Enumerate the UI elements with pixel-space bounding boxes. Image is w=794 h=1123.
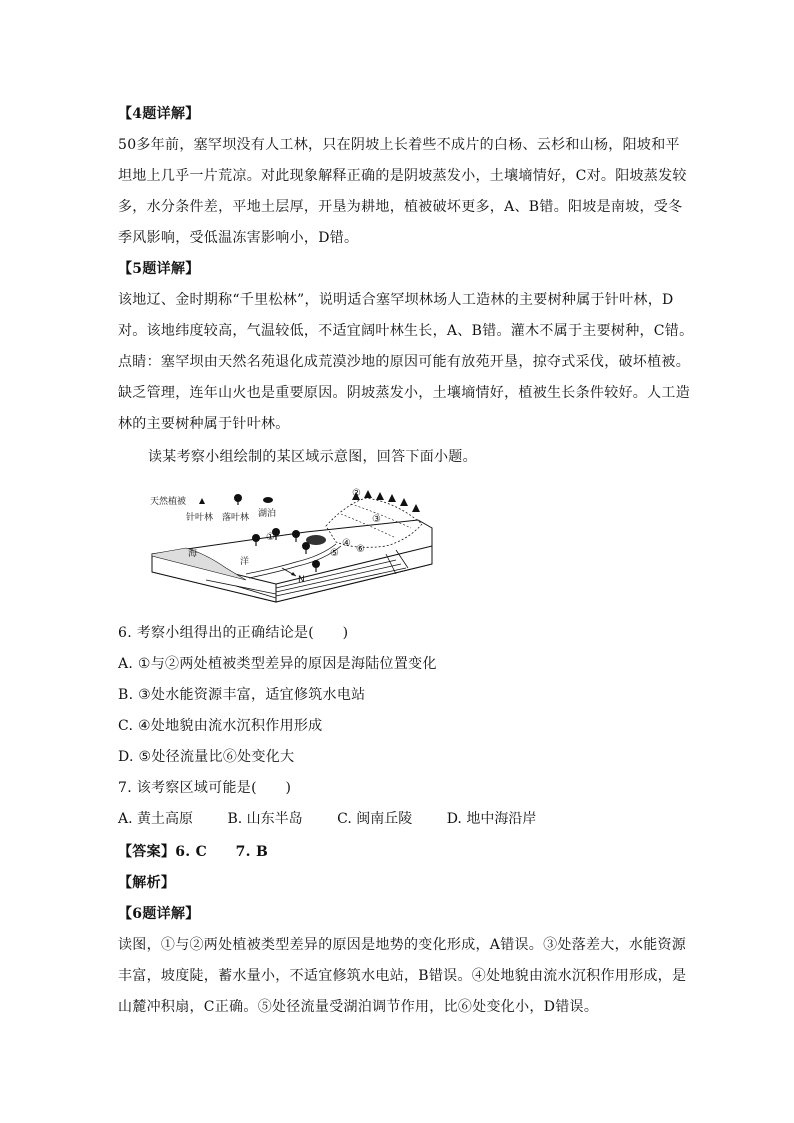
- q5-text-line: 对。该地纬度较高，气温较低，不适宜阔叶林生长，A、B错。灌木不属于主要树种，C错。: [118, 323, 694, 339]
- legend-vegetation: 天然植被: [150, 497, 187, 507]
- legend-deciduous: 落叶林: [222, 513, 250, 523]
- q5-text-line: 缺乏管理，连年山火也是重要原因。阴坡蒸发小，土壤墒情好，植被生长条件较好。人工造: [118, 385, 690, 401]
- marker-1: ①: [266, 532, 275, 543]
- q4-text-line: 坦地上几乎一片荒凉。对此现象解释正确的是阴坡蒸发小，土壤墒情好，C对。阳坡蒸发较: [118, 168, 687, 184]
- q7-option-c: C. 闽南丘陵: [337, 811, 413, 827]
- question-intro: 读某考察小组绘制的某区域示意图，回答下面小题。: [148, 449, 477, 465]
- q4-text-line: 多，水分条件差，平地土层厚，开垦为耕地，植被破坏更多，A、B错。阳坡是南坡，受冬: [118, 199, 683, 215]
- marker-4: ④: [342, 538, 351, 549]
- legend-lake: 湖泊: [258, 509, 277, 519]
- q7-option-a: A. 黄土高原: [118, 811, 194, 827]
- q5-heading: 【5题详解】: [118, 261, 200, 277]
- marker-2: ②: [352, 488, 361, 499]
- q4-text-line: 50多年前，塞罕坝没有人工林，只在阴坡上长着些不成片的白杨、云杉和山杨，阳坡和平: [118, 137, 680, 153]
- q6-option-b: B. ③处水能资源丰富，适宜修筑水电站: [118, 687, 366, 703]
- marker-3: ③: [372, 514, 381, 525]
- block-diagram-svg: [146, 484, 438, 608]
- marker-5: ⑤: [330, 548, 339, 559]
- analysis-heading: 【解析】: [118, 875, 176, 891]
- q4-text-line: 季风影响，受低温冻害影响小，D错。: [118, 230, 359, 246]
- region-diagram: [146, 484, 438, 608]
- north-label: N: [298, 575, 305, 585]
- q7-option-d: D. 地中海沿岸: [446, 811, 537, 827]
- q4-heading: 【4题详解】: [118, 106, 200, 122]
- q7-stem: 7. 该考察区域可能是( ): [118, 780, 292, 796]
- sea-label-2: 洋: [240, 557, 250, 567]
- answer-line: 【答案】6. C 7. B: [118, 844, 269, 860]
- q6-heading: 【6题详解】: [118, 906, 200, 922]
- q6-option-a: A. ①与②两处植被类型差异的原因是海陆位置变化: [118, 656, 437, 672]
- q6-text-line: 山麓冲积扇，C正确。⑤处径流量受湖泊调节作用，比⑥处变化小，D错误。: [118, 999, 599, 1015]
- q6-text-line: 丰富，坡度陡，蓄水量小，不适宜修筑水电站，B错误。④处地貌由流水沉积作用形成，是: [118, 968, 687, 984]
- q5-text-line: 林的主要树种属于针叶林。: [118, 416, 290, 432]
- q6-option-c: C. ④处地貌由流水沉积作用形成: [118, 718, 323, 734]
- q6-option-d: D. ⑤处径流量比⑥处变化大: [118, 749, 295, 765]
- q5-text-line: 该地辽、金时期称“千里松林”，说明适合塞罕坝林场人工造林的主要树种属于针叶林，D: [118, 292, 674, 308]
- q6-stem: 6. 考察小组得出的正确结论是( ): [118, 625, 349, 641]
- legend-conifer: 针叶林: [186, 513, 214, 523]
- q6-text-line: 读图，①与②两处植被类型差异的原因是地势的变化形成，A错误。③处落差大，水能资源: [118, 937, 687, 953]
- q7-option-b: B. 山东半岛: [227, 811, 303, 827]
- q5-text-line: 点睛：塞罕坝由天然名苑退化成荒漠沙地的原因可能有放苑开垦，掠夺式采伐，破坏植被。: [118, 354, 690, 370]
- sea-label-1: 海: [188, 549, 198, 559]
- marker-6: ⑥: [356, 544, 365, 555]
- q7-options: [118, 809, 566, 829]
